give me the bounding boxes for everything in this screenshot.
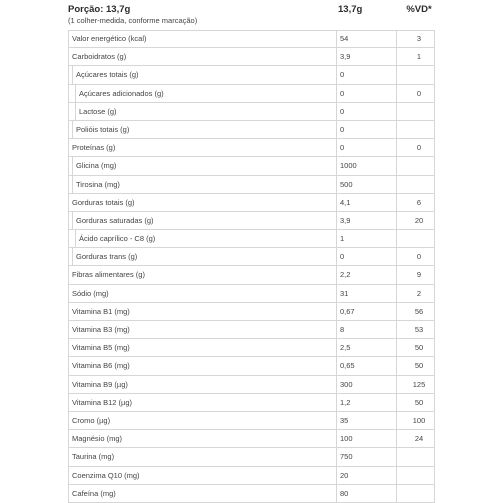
nutrient-label: Fibras alimentares (g) (72, 270, 145, 280)
column-divider (396, 48, 397, 65)
nutrient-amount: 1 (340, 234, 345, 244)
column-divider (336, 194, 337, 211)
column-divider (396, 248, 397, 265)
column-divider (396, 339, 397, 356)
nutrient-dv: 1 (416, 52, 422, 62)
nutrient-amount: 1000 (340, 161, 357, 171)
nutrient-label: Gorduras totais (g) (72, 197, 135, 207)
nutrient-amount: 20 (340, 470, 349, 480)
column-divider (396, 212, 397, 229)
nutrient-label: Proteínas (g) (72, 143, 116, 153)
column-divider (336, 230, 337, 247)
column-divider (434, 121, 435, 138)
column-divider (396, 285, 397, 302)
nutrient-amount: 750 (340, 452, 353, 462)
nutrient-dv: 50 (414, 397, 424, 407)
table-row (68, 412, 435, 430)
column-divider (396, 266, 397, 283)
column-divider (68, 139, 69, 156)
dv-column-header: %VD* (406, 4, 432, 15)
column-divider (336, 30, 337, 47)
column-divider (396, 157, 397, 174)
column-divider (434, 66, 435, 83)
nutrient-label: Magnésio (mg) (72, 434, 123, 444)
nutrient-amount: 3,9 (340, 215, 351, 225)
column-divider (434, 485, 435, 502)
column-divider (336, 448, 337, 465)
nutrient-label: Ácido caprílico - C8 (g) (79, 234, 156, 244)
column-divider (68, 121, 69, 138)
nutrient-dv: 2 (416, 288, 422, 298)
nutrient-amount: 4,1 (340, 197, 351, 207)
nutrient-label: Tirosina (mg) (76, 179, 120, 189)
nutrient-label: Polióis totais (g) (76, 124, 130, 134)
column-divider (434, 103, 435, 120)
table-row (68, 376, 435, 394)
column-divider (68, 266, 69, 283)
column-divider (396, 467, 397, 484)
column-divider (396, 139, 397, 156)
amount-column-header: 13,7g (338, 4, 363, 15)
column-divider (68, 376, 69, 393)
nutrient-label: Glicina (mg) (76, 161, 117, 171)
column-divider (336, 339, 337, 356)
table-row (68, 357, 435, 375)
nutrient-dv: 0 (416, 252, 422, 262)
column-divider (434, 467, 435, 484)
nutrient-amount: 0,65 (340, 361, 355, 371)
column-divider (68, 430, 69, 447)
column-divider (396, 30, 397, 47)
column-divider (396, 303, 397, 320)
nutrient-label: Carboidratos (g) (72, 52, 127, 62)
table-row (68, 30, 435, 48)
column-divider (72, 66, 73, 83)
column-divider (75, 85, 76, 102)
column-divider (336, 467, 337, 484)
nutrient-dv: 50 (414, 361, 424, 371)
nutrient-amount: 0 (340, 70, 345, 80)
column-divider (68, 66, 69, 83)
nutrient-label: Valor energético (kcal) (72, 34, 147, 43)
table-row (68, 48, 435, 66)
table-row (68, 394, 435, 412)
column-divider (336, 303, 337, 320)
nutrient-amount: 0,67 (340, 306, 355, 316)
nutrient-amount: 0 (340, 106, 345, 116)
table-row (68, 176, 435, 194)
nutrient-amount: 54 (340, 34, 349, 43)
column-divider (396, 194, 397, 211)
nutrient-amount: 35 (340, 415, 349, 425)
table-row (68, 467, 435, 485)
table-row (68, 248, 435, 266)
column-divider (68, 321, 69, 338)
column-divider (396, 321, 397, 338)
column-divider (336, 412, 337, 429)
nutrient-dv: 24 (414, 434, 424, 444)
nutrient-label: Cromo (µg) (72, 415, 111, 425)
table-row (68, 103, 435, 121)
column-divider (336, 357, 337, 374)
column-divider (68, 412, 69, 429)
column-divider (68, 176, 69, 193)
table-row (68, 339, 435, 357)
nutrient-label: Vitamina B6 (mg) (72, 361, 130, 371)
column-divider (336, 376, 337, 393)
nutrient-label: Vitamina B12 (µg) (72, 397, 133, 407)
column-divider (396, 430, 397, 447)
column-divider (68, 485, 69, 502)
column-divider (336, 321, 337, 338)
nutrient-amount: 0 (340, 88, 345, 98)
column-divider (336, 121, 337, 138)
table-row (68, 139, 435, 157)
table-row (68, 303, 435, 321)
column-divider (68, 30, 69, 47)
column-divider (396, 357, 397, 374)
column-divider (68, 194, 69, 211)
column-divider (396, 448, 397, 465)
column-divider (68, 103, 69, 120)
nutrient-dv: 6 (416, 197, 422, 207)
column-divider (434, 230, 435, 247)
nutrient-amount: 300 (340, 379, 353, 389)
nutrient-label: Vitamina B9 (µg) (72, 379, 128, 389)
nutrient-amount: 500 (340, 179, 353, 189)
nutrient-amount: 3,9 (340, 52, 351, 62)
nutrient-dv: 100 (412, 415, 426, 425)
table-row (68, 266, 435, 284)
nutrient-label: Açúcares adicionados (g) (79, 88, 164, 98)
nutrient-label: Gorduras saturadas (g) (76, 215, 154, 225)
column-divider (336, 248, 337, 265)
table-row (68, 85, 435, 103)
column-divider (68, 448, 69, 465)
column-divider (68, 339, 69, 356)
column-divider (396, 412, 397, 429)
nutrient-dv: 0 (416, 143, 422, 153)
nutrient-amount: 0 (340, 124, 345, 134)
table-body (68, 30, 435, 503)
nutrient-label: Sódio (mg) (72, 288, 109, 298)
nutrient-amount: 2,2 (340, 270, 351, 280)
nutrient-dv: 53 (414, 325, 424, 334)
column-divider (336, 85, 337, 102)
table-row (68, 448, 435, 466)
column-divider (336, 66, 337, 83)
nutrient-dv: 3 (416, 34, 422, 43)
table-row (68, 430, 435, 448)
column-divider (336, 212, 337, 229)
nutrient-dv: 20 (414, 215, 424, 225)
column-divider (336, 394, 337, 411)
column-divider (396, 66, 397, 83)
column-divider (72, 212, 73, 229)
nutrient-label: Taurina (mg) (72, 452, 115, 462)
nutrient-dv: 0 (416, 88, 422, 98)
column-divider (396, 485, 397, 502)
table-header (68, 4, 440, 30)
nutrient-label: Lactose (g) (79, 106, 117, 116)
column-divider (396, 121, 397, 138)
column-divider (68, 157, 69, 174)
nutrient-amount: 0 (340, 143, 345, 153)
nutrient-dv: 125 (412, 379, 426, 389)
column-divider (68, 285, 69, 302)
table-row (68, 157, 435, 175)
table-row (68, 121, 435, 139)
column-divider (336, 266, 337, 283)
table-row (68, 321, 435, 339)
table-row (68, 212, 435, 230)
column-divider (336, 103, 337, 120)
column-divider (336, 485, 337, 502)
column-divider (336, 139, 337, 156)
nutrient-label: Vitamina B5 (mg) (72, 343, 130, 353)
table-row (68, 485, 435, 503)
column-divider (396, 376, 397, 393)
nutrient-amount: 80 (340, 488, 349, 498)
nutrient-label: Gorduras trans (g) (76, 252, 138, 262)
column-divider (434, 157, 435, 174)
column-divider (68, 357, 69, 374)
nutrient-label: Açúcares totais (g) (76, 70, 139, 80)
column-divider (396, 103, 397, 120)
column-divider (336, 157, 337, 174)
nutrient-amount: 1,2 (340, 397, 351, 407)
nutrient-dv: 50 (414, 343, 424, 353)
column-divider (68, 248, 69, 265)
nutrient-amount: 0 (340, 252, 345, 262)
nutrient-amount: 8 (340, 325, 345, 334)
column-divider (72, 121, 73, 138)
column-divider (396, 394, 397, 411)
column-divider (396, 176, 397, 193)
portion-title: Porção: 13,7g (68, 4, 131, 15)
table-row (68, 285, 435, 303)
nutrient-label: Cafeína (mg) (72, 488, 116, 498)
nutrient-label: Vitamina B1 (mg) (72, 306, 130, 316)
nutrient-amount: 2,5 (340, 343, 351, 353)
column-divider (72, 176, 73, 193)
column-divider (68, 394, 69, 411)
column-divider (72, 248, 73, 265)
nutrient-dv: 56 (414, 306, 424, 316)
table-row (68, 194, 435, 212)
column-divider (68, 48, 69, 65)
column-divider (72, 157, 73, 174)
nutrient-amount: 100 (340, 434, 353, 444)
table-row (68, 66, 435, 84)
column-divider (336, 285, 337, 302)
column-divider (68, 85, 69, 102)
nutrient-label: Coenzima Q10 (mg) (72, 470, 140, 480)
column-divider (68, 467, 69, 484)
column-divider (434, 448, 435, 465)
serving-description: (1 colher-medida, conforme marcação) (68, 16, 198, 25)
column-divider (336, 48, 337, 65)
column-divider (68, 303, 69, 320)
table-row (68, 230, 435, 248)
column-divider (396, 85, 397, 102)
column-divider (336, 176, 337, 193)
nutrient-amount: 31 (340, 288, 349, 298)
column-divider (434, 176, 435, 193)
column-divider (75, 230, 76, 247)
column-divider (396, 230, 397, 247)
column-divider (68, 212, 69, 229)
nutrient-dv: 9 (416, 270, 422, 280)
nutrient-label: Vitamina B3 (mg) (72, 325, 130, 334)
column-divider (336, 430, 337, 447)
column-divider (75, 103, 76, 120)
column-divider (68, 230, 69, 247)
